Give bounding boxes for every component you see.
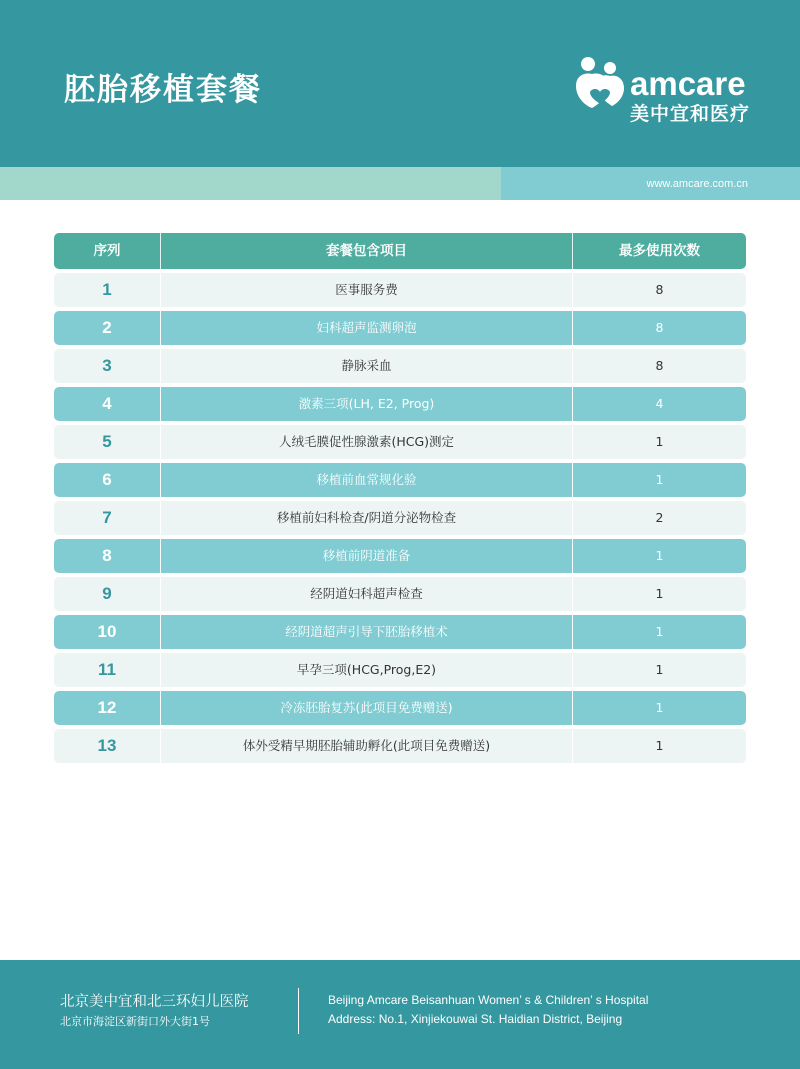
- package-table: [54, 233, 746, 767]
- row-max-uses: 8: [655, 282, 664, 297]
- row-item: 经阴道超声引导下胚胎移植术: [285, 624, 448, 639]
- logo-wordmark: amcare: [630, 65, 746, 102]
- row-item: 激素三项(LH, E2, Prog): [298, 396, 435, 411]
- column-separator: [572, 273, 573, 307]
- footer: [0, 960, 800, 1069]
- row-item: 冷冻胚胎复苏(此项目免费赠送): [280, 700, 453, 715]
- row-number: 2: [102, 318, 112, 337]
- row-number: 3: [102, 356, 112, 375]
- row-max-uses: 1: [655, 700, 664, 715]
- column-separator: [572, 387, 573, 421]
- row-item: 移植前妇科检查/阴道分泌物检查: [276, 510, 457, 525]
- row-number: 6: [102, 470, 112, 489]
- row-item: 经阴道妇科超声检查: [310, 586, 423, 601]
- row-max-uses: 1: [655, 434, 664, 449]
- table-row: [54, 577, 746, 611]
- column-separator: [160, 349, 161, 383]
- row-number: 10: [97, 622, 117, 641]
- column-separator: [160, 653, 161, 687]
- column-separator: [160, 311, 161, 345]
- row-item: 体外受精早期胚胎辅助孵化(此项目免费赠送): [242, 738, 491, 753]
- row-item: 早孕三项(HCG,Prog,E2): [296, 662, 437, 677]
- hospital-address-cn: 北京市海淀区新街口外大街1号: [60, 1015, 210, 1028]
- column-separator: [160, 501, 161, 535]
- page-title: 胚胎移植套餐: [64, 72, 262, 108]
- row-number: 1: [102, 280, 112, 299]
- row-item: 移植前阴道准备: [322, 548, 411, 563]
- column-separator: [160, 425, 161, 459]
- column-separator: [160, 273, 161, 307]
- column-separator: [160, 387, 161, 421]
- amcare-logo: [572, 54, 752, 128]
- accent-band-left: [0, 167, 501, 200]
- hospital-name-cn: 北京美中宜和北三环妇儿医院: [60, 994, 249, 1010]
- column-separator: [160, 691, 161, 725]
- table-row: [54, 501, 746, 535]
- column-separator: [572, 539, 573, 573]
- row-item: 医事服务费: [335, 282, 398, 297]
- row-max-uses: 4: [655, 396, 664, 411]
- column-separator: [572, 577, 573, 611]
- row-max-uses: 2: [655, 510, 664, 525]
- column-separator: [572, 463, 573, 497]
- row-max-uses: 1: [655, 738, 664, 753]
- column-separator: [572, 349, 573, 383]
- hospital-name-en: Beijing Amcare Beisanhuan Women’ s & Children’ s Hospital: [328, 993, 649, 1007]
- table-row: [54, 615, 746, 649]
- row-max-uses: 1: [655, 586, 664, 601]
- row-max-uses: 1: [655, 472, 664, 487]
- table-header: [54, 233, 746, 269]
- column-separator: [572, 653, 573, 687]
- footer-divider: [298, 988, 299, 1034]
- table-row: [54, 539, 746, 573]
- row-item: 人绒毛膜促性腺激素(HCG)测定: [278, 434, 455, 449]
- table-row: [54, 653, 746, 687]
- table-row: [54, 691, 746, 725]
- column-separator: [160, 539, 161, 573]
- row-item: 妇科超声监测卵泡: [316, 320, 417, 335]
- row-number: 12: [97, 698, 117, 717]
- row-item: 移植前血常规化验: [316, 472, 417, 487]
- column-separator: [572, 425, 573, 459]
- row-number: 7: [102, 508, 112, 527]
- row-number: 4: [102, 394, 112, 413]
- column-separator: [160, 463, 161, 497]
- row-number: 8: [102, 546, 112, 565]
- amcare-family-logo-icon: [572, 56, 628, 110]
- row-max-uses: 8: [655, 320, 664, 335]
- column-separator: [572, 501, 573, 535]
- table-row: [54, 463, 746, 497]
- row-item: 静脉采血: [341, 358, 392, 373]
- column-separator: [572, 615, 573, 649]
- row-number: 11: [98, 660, 116, 679]
- row-number: 9: [102, 584, 112, 603]
- column-separator: [160, 615, 161, 649]
- row-max-uses: 1: [655, 624, 664, 639]
- logo-chinese-name: 美中宜和医疗: [630, 103, 751, 125]
- table-row: [54, 273, 746, 307]
- table-body: [54, 273, 746, 763]
- table-row: [54, 729, 746, 763]
- table-row: [54, 349, 746, 383]
- row-number: 5: [102, 432, 112, 451]
- header-banner: [0, 0, 800, 167]
- row-max-uses: 1: [655, 548, 664, 563]
- website-url: www.amcare.com.cn: [646, 178, 748, 190]
- column-separator: [160, 577, 161, 611]
- column-separator: [572, 311, 573, 345]
- column-separator: [572, 729, 573, 763]
- row-max-uses: 8: [655, 358, 664, 373]
- row-max-uses: 1: [655, 662, 664, 677]
- table-row: [54, 311, 746, 345]
- table-row: [54, 425, 746, 459]
- table-row: [54, 387, 746, 421]
- header-item: 套餐包含项目: [161, 233, 573, 269]
- hospital-address-en: Address: No.1, Xinjiekouwai St. Haidian District, Beijing: [328, 1012, 623, 1026]
- header-number: 序列: [54, 233, 161, 269]
- column-separator: [572, 691, 573, 725]
- column-separator: [160, 729, 161, 763]
- header-max-uses: 最多使用次数: [619, 243, 700, 259]
- row-number: 13: [97, 736, 117, 755]
